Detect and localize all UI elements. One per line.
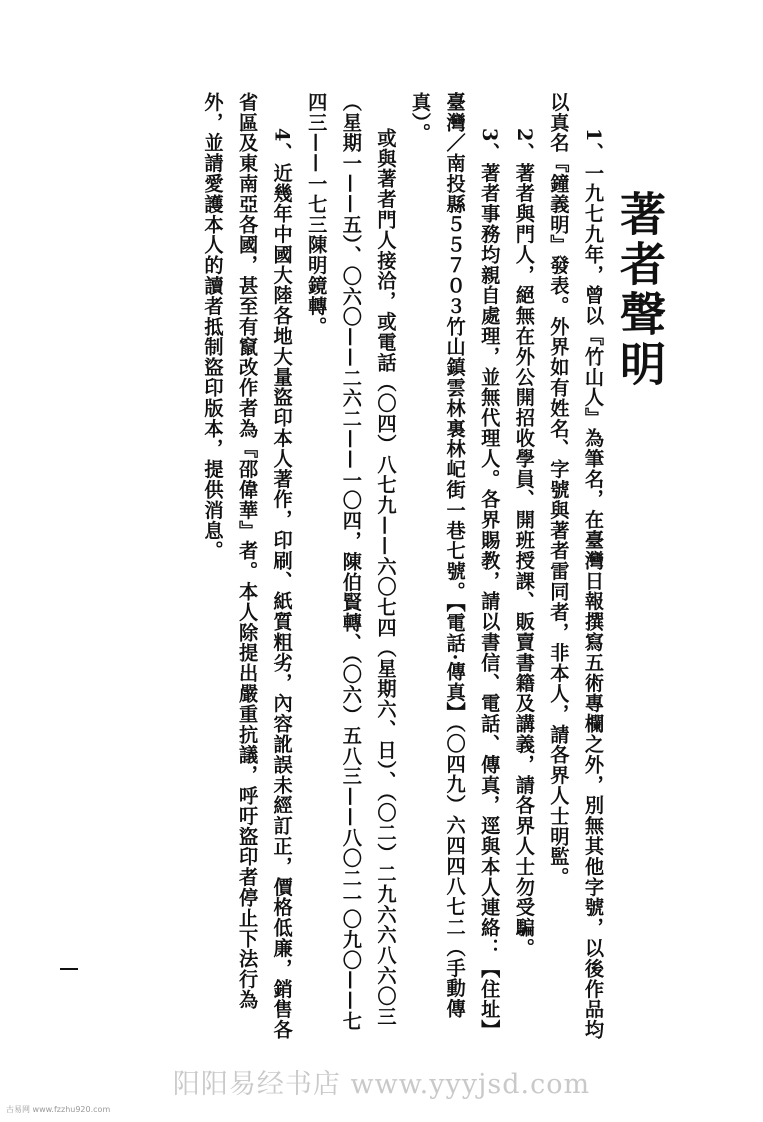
statement-paragraph-3-contacts: 或與著者門人接洽，或電話（〇四）八七九——六〇七四（星期六、日）、（〇二）二九六六八六〇三（星期一——五）、〇六〇——二六二——一〇四，陳伯賢轉、（〇六）五八三——八〇二一〇九〇——七四三——一七三陳明鏡轉。 <box>305 92 398 1032</box>
statement-paragraph-1: 1、一九七九年，曾以『竹山人』為筆名，在臺灣日報撰寫五術專欄之外，別無其他字號，以後作品均以真名『鐘義明』發表。外界如有姓名、字號與著者雷同者，非本人，請各界人士明監。 <box>547 92 605 1041</box>
page-number <box>60 968 78 970</box>
watermark: 阳阳易经书店 www.yyyjsd.com <box>172 1069 591 1100</box>
statement-paragraph-2: 2、著者與門人，絕無在外公開招收學員、開班授課、販賣書籍及講義，請各界人士勿受騙。 <box>512 128 536 960</box>
statement-body <box>130 92 610 1042</box>
statement-paragraph-4: 4、近幾年中國大陸各地大量盜印本人著作，印刷、紙質粗劣，內容訛誤未經訂正，價格低廉，銷售各省區及東南亞各國，甚至有竄改作者為『邵偉華』者。本人除提出嚴重抗議，呼吁盜印者停止下法行為外，並請愛護本人的讀者抵制盜印版本，提供消息。 <box>201 92 294 1041</box>
statement-paragraph-3: 3、著者事務均親自處理，並無代理人。各界賜教，請以書信、電話、傳真，逕與本人連絡：【住址】臺灣／南投縣５５７０３竹山鎮雲林裏林屺街一巷七號。【電話·傳真】（〇四九）六四四八七二（手動傳真）。 <box>409 92 502 1041</box>
page-title: 著者聲明 <box>613 190 667 390</box>
site-tag: 古易网 www.fzzhu920.com <box>6 1105 111 1114</box>
